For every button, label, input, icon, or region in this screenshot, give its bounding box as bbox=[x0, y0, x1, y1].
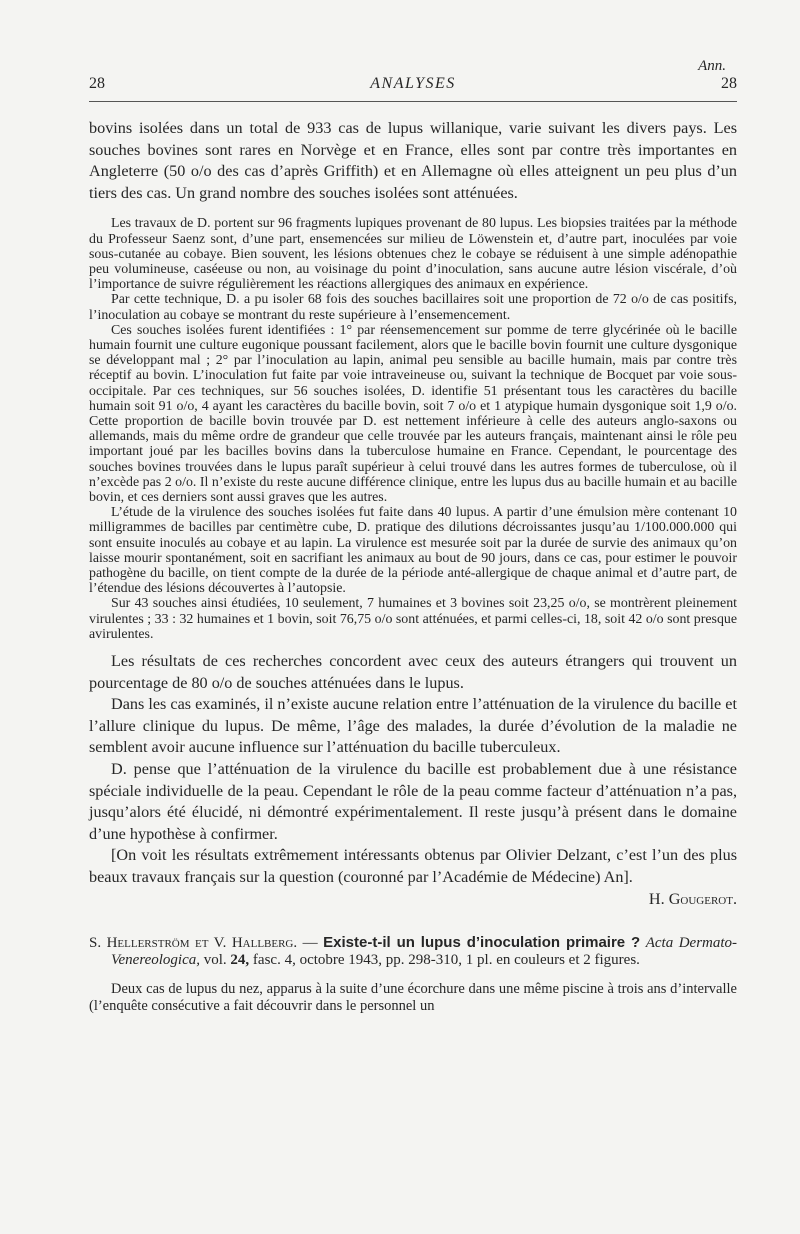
paragraph-large-3: D. pense que l’atténuation de la virulence du bacille est probablement due à une résistance spéciale individuelle de la peau. Cependant le rôle de la peau comme facteur d’atténuation n’a pas, jusqu’alors été élucidé, ni démontré expérimentalement. Il reste jusqu’à présent dans le domaine d’une hypothèse à confirmer. bbox=[89, 760, 737, 843]
paragraph-small-1: Les travaux de D. portent sur 96 fragments lupiques provenant de 80 lupus. Les biopsies traitées par la méthode du Professeur Saenz sont, d’une part, ensemencées sur milieu de Löwenstein et, d’autre part, inoculées par voie sous-cutanée au cobaye. Bien souvent, les lésions obtenues chez le cobaye se réduisent à une simple adénopathie peu volumineuse, caséeuse ou non, au voisinage du point d’inoculation, sans aucune autre lésion viscérale, d’où l’importance de suivre régulièrement les réactions allergiques des animaux en expérience. bbox=[89, 216, 737, 293]
header-rule bbox=[89, 101, 737, 102]
reference-volume: 24, bbox=[230, 952, 250, 969]
page-body bbox=[89, 118, 737, 1014]
reference-authors: S. Hellerström et V. Hallberg. — bbox=[89, 935, 318, 952]
annotation-label: Ann. bbox=[698, 58, 726, 74]
paragraph-large-1: Les résultats de ces recherches concordent avec ceux des auteurs étrangers qui trouvent un pourcentage de 80 o/o de souches atténuées dans le lupus. bbox=[89, 652, 737, 692]
author-signature: H. Gougerot. bbox=[648, 889, 737, 908]
reference-details: fasc. 4, octobre 1943, pp. 298-310, 1 pl. en couleurs et 2 figures. bbox=[252, 952, 640, 969]
page-number-left: 28 bbox=[89, 75, 105, 92]
paragraph-large-2: Dans les cas examinés, il n’existe aucune relation entre l’atténuation de la virulence du bacille et l’allure clinique du lupus. De même, l’âge des malades, la durée d’évolution de la maladie ne semblent avoir aucune influence sur l’atténuation du bacille tuberculeux. bbox=[89, 695, 737, 757]
paragraph-small-4: L’étude de la virulence des souches isolées fut faite dans 40 lupus. A partir d’une émulsion mère contenant 10 milligrammes de bacilles par centimètre cube, D. pratique des dilutions décroissantes jusqu’au 1/100.000.000 qui sont ensuite inoculés au cobaye et au lapin. La virulence est mesurée soit par la durée de survie des animaux qu’on laisse mourir spontanément, soit en sacrifiant les animaux au bout de 90 jours, dans ce cas, pour estimer le pouvoir pathogène du bacille, on tient compte de la durée de la période anté-allergique de chaque animal et d’autre part, de l’étendue des lésions découvertes à l’autopsie. bbox=[89, 505, 737, 597]
running-title: ANALYSES bbox=[370, 75, 456, 92]
paragraph-small-3: Ces souches isolées furent identifiées : 1° par réensemencement sur pomme de terre glycérinée où le bacille humain fournit une culture eugonique poussant facilement, alors que le bacille bovin fournit une culture dysgonique se développant mal ; 2° par l’inoculation au lapin, animal peu sensible au bacille humain, mais par contre très réceptif au bovin. L’inoculation fut faite par voie intraveineuse ou, suivant la technique de Bocquet par voie sous-occipitale. Par ces techniques, sur 56 souches isolées, D. identifie 51 présentant tous les caractères du bacille humain soit 91 o/o, 4 ayant les caractères du bacille bovin, soit 7 o/o et 1 atypique humain dysgonique soit 1,9 o/o. Cette proportion de bacille bovin trouvée par D. est nettement inférieure à celle des auteurs anglo-saxons ou allemands, mais du même ordre de grandeur que celle trouvée par les auteurs français, maintenant ainsi le rôle peu important joué par les bacilles bovins dans la tuberculose humaine en France. Cependant, le pourcentage des souches bovines trouvées dans le lupus paraît supérieur à celui trouvé dans les autres formes de tuberculose, où il n’excède pas 2 o/o. Il n’existe du reste aucune différence clinique, entre les lupus dus au bacille humain et au bacille bovin, et ces derniers sont aussi graves que les autres. bbox=[89, 322, 737, 506]
paragraph-small-5: Sur 43 souches ainsi étudiées, 10 seulement, 7 humaines et 3 bovines soit 23,25 o/o, se montrèrent pleinement virulentes ; 33 : 32 humaines et 1 bovin, soit 76,75 o/o sont atténuées, et parmi celles-ci, 18, soit 42 o/o sont presque avirulentes. bbox=[89, 596, 737, 642]
reference-volume-label: vol. bbox=[203, 952, 227, 969]
reference-journal: Acta Dermato-Venereologica, bbox=[111, 935, 738, 969]
bibliographic-reference bbox=[89, 934, 737, 969]
page-header bbox=[89, 75, 737, 99]
paragraph-small-2: Par cette technique, D. a pu isoler 68 fois des souches bacillaires soit une proportion de 72 o/o de cas positifs, l’inoculation au cobaye se montrant du reste supérieure à l’ensemencement. bbox=[89, 292, 737, 323]
paragraph-intro: bovins isolées dans un total de 933 cas de lupus willanique, varie suivant les divers pays. Les souches bovines sont rares en Norvège et en France, elles sont par contre très importantes en Angleterre (50 o/o des cas d’après Griffith) et en Allemagne où elles atteignent un peu plus d’un tiers des cas. Un grand nombre des souches isolées sont atténuées. bbox=[89, 119, 737, 202]
paragraph-large-4: [On voit les résultats extrêmement intéressants obtenus par Olivier Delzant, c’est l’un des plus beaux travaux français sur la question (couronné par l’Académie de Médecine) An]. bbox=[89, 846, 737, 886]
page-number-right: 28 bbox=[721, 75, 737, 92]
paragraph-closing: Deux cas de lupus du nez, apparus à la suite d’une écorchure dans une même piscine à trois ans d’intervalle (l’enquête consécutive a fait découvrir dans le personnel un bbox=[89, 981, 737, 1014]
reference-title: Existe-t-il un lupus d’inoculation primaire ? bbox=[323, 934, 641, 952]
